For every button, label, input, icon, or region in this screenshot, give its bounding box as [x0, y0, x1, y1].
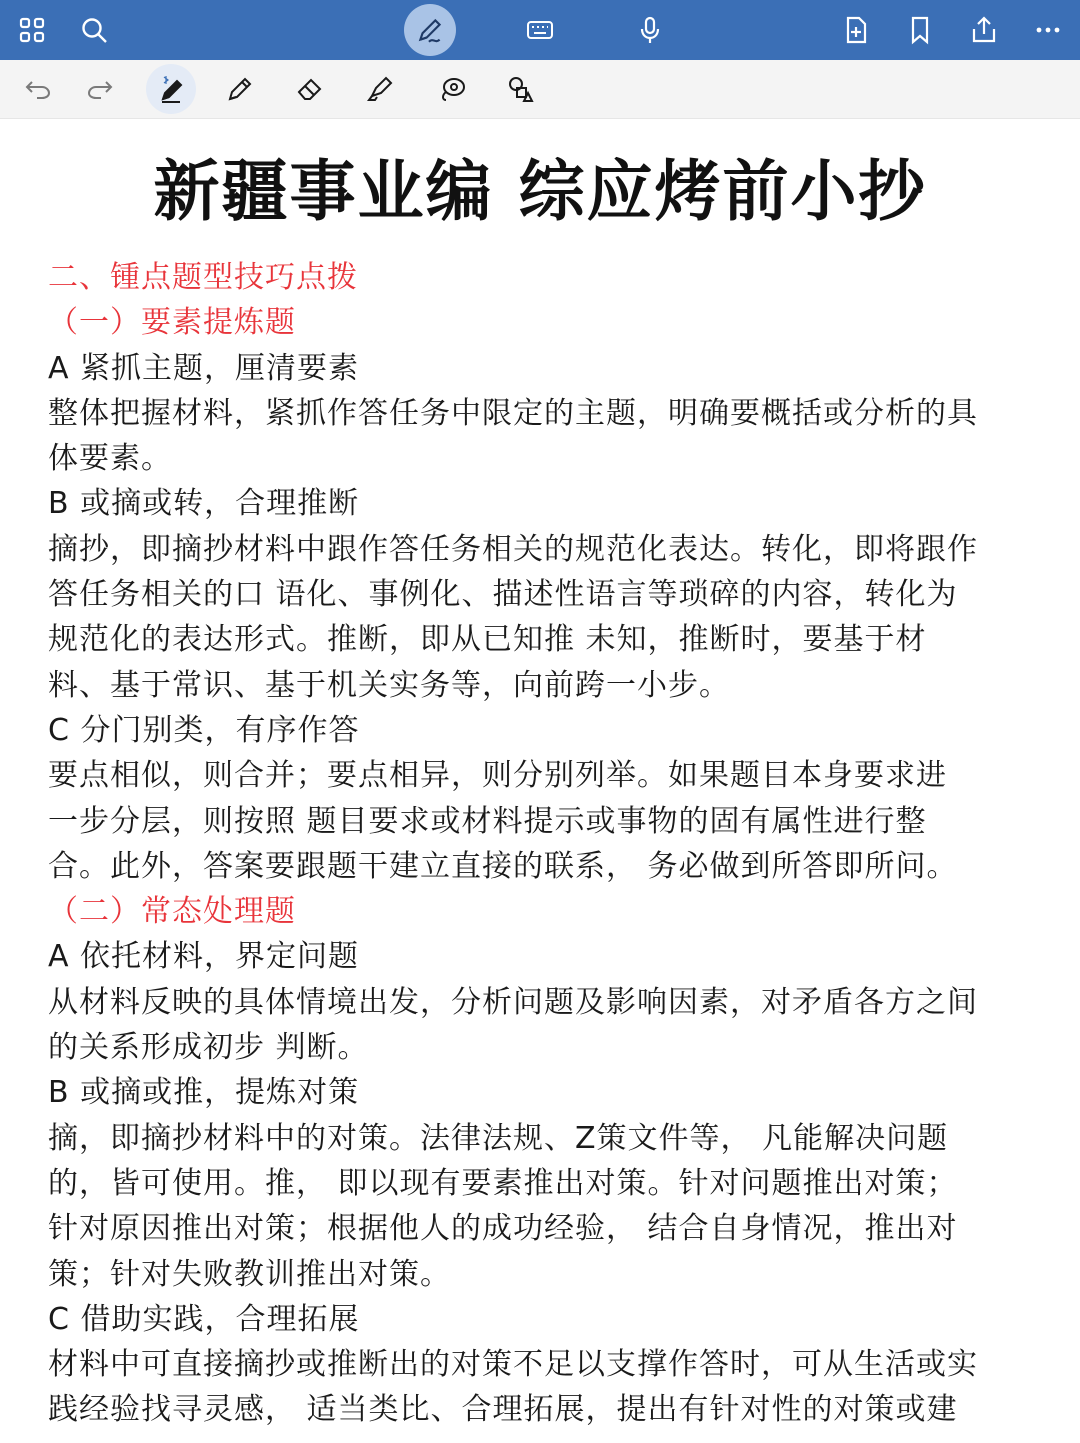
text-line: 的关系形成初步 判断。 — [48, 1030, 369, 1066]
app-topbar — [0, 0, 1080, 60]
text-line: 策；针对失败教训推出对策。 — [48, 1256, 451, 1292]
section-heading: （二）常态处理题 — [48, 894, 296, 930]
text-line: 摘抄，即摘抄材料中跟作答任务相关的规范化表达。转化，即将跟作 — [48, 531, 978, 567]
section-heading: （一）要素提炼题 — [48, 305, 296, 341]
text-line: 针对原因推出对策；根据他人的成功经验， 结合自身情况，推出对 — [48, 1211, 958, 1247]
text-line: 从材料反映的具体情境出发，分析问题及影响因素，对矛盾各方之间 — [48, 984, 978, 1020]
text-line: 要点相似，则合并；要点相异，则分别列举。如果题目本身要求进 — [48, 758, 947, 794]
page-title: 新疆事业编 综应烤前小抄 — [153, 153, 927, 230]
lasso-icon[interactable] — [432, 69, 472, 109]
drawing-toolbar — [0, 60, 1080, 119]
text-line: 料、基于常识、基于机关实务等，向前跨一小步。 — [48, 667, 730, 703]
undo-icon[interactable] — [18, 69, 58, 109]
text-line: 践经验找寻灵感， 适当类比、合理拓展，提出有针对性的对策或建 — [48, 1392, 958, 1428]
eraser-icon[interactable] — [290, 69, 330, 109]
text-line: C 分门别类，有序作答 — [48, 712, 360, 748]
text-line: 合。此外，答案要跟题干建立直接的联系， 务必做到所答即所问。 — [48, 848, 958, 884]
text-line: 答任务相关的口 语化、事例化、描述性语言等琐碎的内容，转化为 — [48, 577, 958, 613]
document-body — [48, 255, 1032, 1433]
text-line: A 紧抓主题，厘清要素 — [48, 350, 360, 386]
text-line: 摘，即摘抄材料中的对策。法律法规、Z策文件等， 凡能解决问题 — [48, 1120, 949, 1156]
document-page — [0, 147, 1080, 1433]
text-line: A 依托材料，界定问题 — [48, 939, 360, 975]
share-icon[interactable] — [964, 10, 1004, 50]
add-page-icon[interactable] — [836, 10, 876, 50]
text-line: B 或摘或转，合理推断 — [48, 486, 360, 522]
microphone-icon[interactable] — [630, 10, 670, 50]
text-line: C 借助实践，合理拓展 — [48, 1301, 360, 1337]
redo-icon[interactable] — [80, 69, 120, 109]
text-line: 整体把握材料，紧抓作答任务中限定的主题，明确要概括或分析的具 — [48, 395, 978, 431]
pen-mode-icon[interactable] — [404, 4, 456, 56]
text-line: 材料中可直接摘抄或推断出的对策不足以支撑作答时，可从生活或实 — [48, 1347, 978, 1383]
section-heading: 二、锺点题型技巧点拨 — [48, 260, 358, 295]
text-line: 规范化的表达形式。推断，即从已知推 未知，推断时，要基于材 — [48, 622, 927, 658]
highlighter-icon[interactable] — [360, 69, 400, 109]
bluetooth-pen-icon[interactable] — [146, 64, 196, 114]
text-line: 体要素。 — [48, 441, 172, 477]
more-icon[interactable] — [1028, 10, 1068, 50]
grid-icon[interactable] — [12, 10, 52, 50]
search-icon[interactable] — [74, 10, 114, 50]
keyboard-icon[interactable] — [520, 10, 560, 50]
text-line: 一步分层，则按照 题目要求或材料提示或事物的固有属性进行整 — [48, 803, 927, 839]
pencil-icon[interactable] — [220, 69, 260, 109]
text-line: B 或摘或推，提炼对策 — [48, 1075, 360, 1111]
shapes-icon[interactable] — [500, 69, 540, 109]
text-line: 的，皆可使用。推， 即以现有要素推出对策。针对问题推出对策； — [48, 1165, 958, 1201]
bookmark-icon[interactable] — [900, 10, 940, 50]
